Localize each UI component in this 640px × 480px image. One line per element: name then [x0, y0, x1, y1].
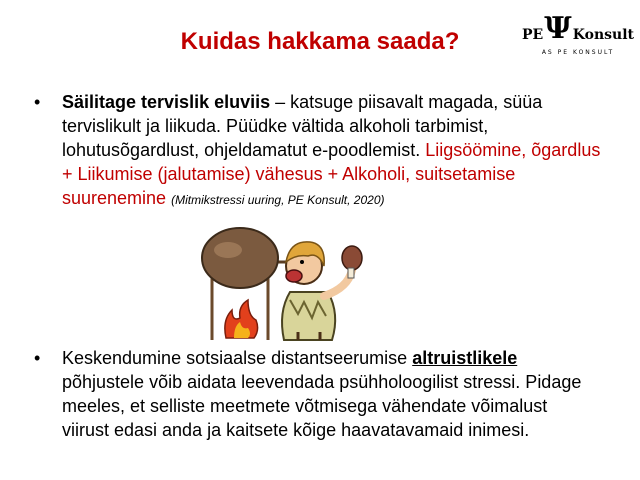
bullet-dot-icon: • — [34, 348, 41, 368]
psi-icon: Ψ — [544, 11, 572, 46]
bullet-before: Keskendumine sotsiaalse distantseerumise — [62, 348, 413, 368]
company-logo — [522, 11, 634, 60]
bullet-red-text: Liigsöömine, õgardlus + Liikumise (jalutamise) vähesus + Alkoholi, suitsetamise suurenemine — [62, 140, 601, 208]
logo-subtitle: AS PE KONSULT — [541, 49, 615, 56]
logo-right-text: Konsult — [572, 27, 634, 43]
bullet-healthy-lifestyle — [34, 90, 604, 212]
bullet-social-distancing — [34, 346, 594, 442]
bullet-dot-icon: • — [34, 92, 41, 112]
bullet-text — [62, 90, 604, 212]
bullet-source: (Mitmikstressi uuring, PE Konsult, 2020) — [171, 193, 385, 207]
slide-title: Kuidas hakkama saada? — [180, 28, 460, 55]
caveman-roasting-meat-icon — [198, 222, 368, 342]
bullet-after: põhjustele võib aidata leevendada psühholoogilist stressi. Pidage meeles, et selliste meetmete võtmisega vähendate võimalust viirust edasi anda ja kaitsete kõige haavatavamaid inimesi. — [62, 372, 582, 440]
bullet-body: – katsuge piisavalt magada, süüa tervislikult ja liikuda. Püüdke vältida alkoholi tarbimist, lohutusõgardlust, ohjeldamatut e-poodlemist. — [62, 92, 543, 160]
bullet-text — [62, 346, 594, 442]
logo-left-text: PE — [522, 27, 544, 43]
bullet-bold-lead: Säilitage tervislik eluviis — [62, 92, 271, 112]
bullet-underlined-word: altruistlikele — [412, 348, 518, 368]
